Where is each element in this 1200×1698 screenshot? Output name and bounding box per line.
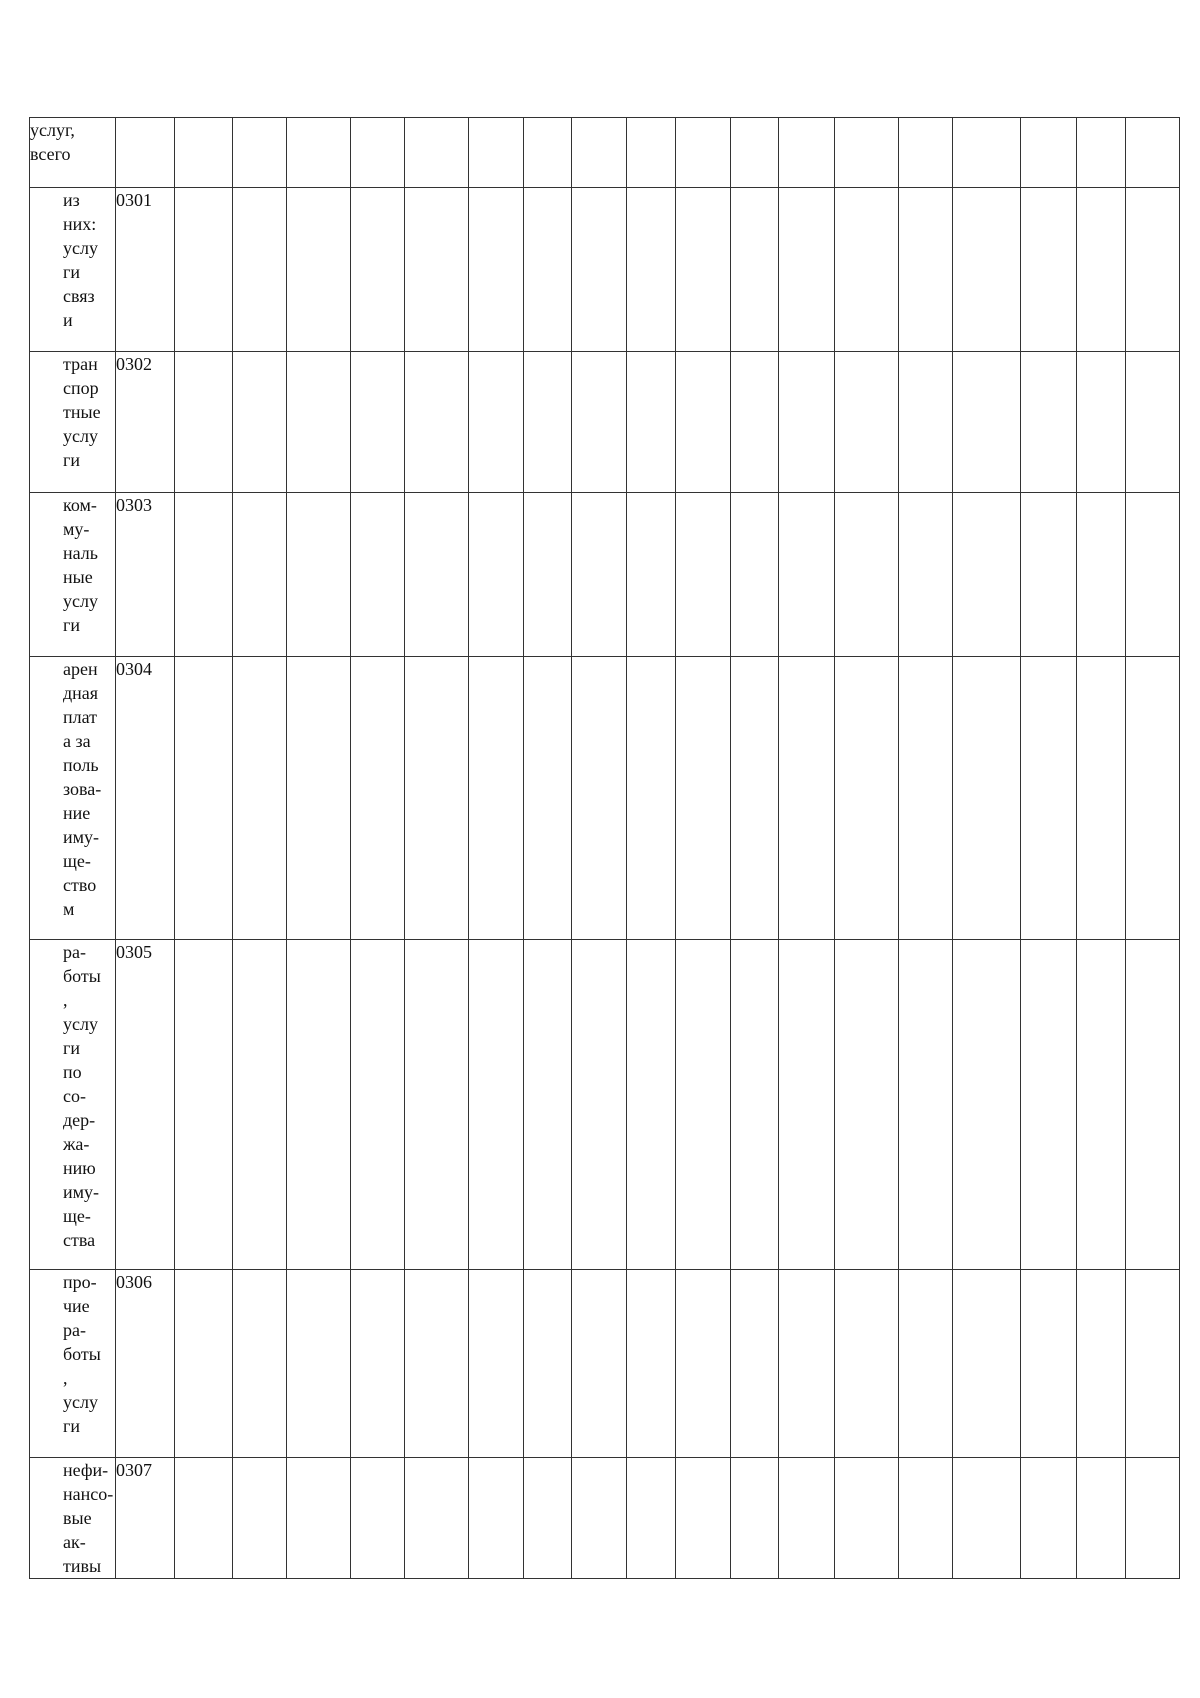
value-cell (1077, 940, 1126, 1270)
value-cell (287, 352, 351, 493)
value-cell (779, 1458, 835, 1579)
value-cell (469, 1270, 524, 1458)
value-cell (1126, 1270, 1180, 1458)
value-cell (627, 1270, 676, 1458)
value-cell (835, 657, 899, 940)
value-cell (676, 940, 731, 1270)
value-cell (953, 657, 1021, 940)
row-code: 0301 (116, 188, 175, 352)
value-cell (835, 118, 899, 188)
value-cell (287, 1458, 351, 1579)
value-cell (731, 352, 779, 493)
value-cell (351, 352, 405, 493)
value-cell (233, 940, 287, 1270)
value-cell (731, 118, 779, 188)
value-cell (469, 940, 524, 1270)
value-cell (953, 188, 1021, 352)
table-row (30, 940, 1180, 1270)
value-cell (779, 118, 835, 188)
value-cell (779, 188, 835, 352)
value-cell (1077, 118, 1126, 188)
value-cell (676, 188, 731, 352)
row-code: 0306 (116, 1270, 175, 1458)
value-cell (572, 1458, 627, 1579)
report-table (29, 117, 1180, 1579)
row-label: из них: услу ги связ и (30, 188, 116, 352)
value-cell (835, 940, 899, 1270)
value-cell (233, 188, 287, 352)
value-cell (405, 493, 469, 657)
value-cell (899, 493, 953, 657)
value-cell (953, 352, 1021, 493)
value-cell (351, 1458, 405, 1579)
value-cell (676, 1270, 731, 1458)
value-cell (1021, 493, 1077, 657)
value-cell (953, 493, 1021, 657)
value-cell (899, 188, 953, 352)
value-cell (899, 657, 953, 940)
value-cell (835, 493, 899, 657)
value-cell (572, 1270, 627, 1458)
value-cell (405, 940, 469, 1270)
value-cell (233, 352, 287, 493)
value-cell (405, 188, 469, 352)
table-row (30, 118, 1180, 188)
value-cell (572, 352, 627, 493)
value-cell (1021, 1458, 1077, 1579)
value-cell (405, 118, 469, 188)
table-row (30, 1458, 1180, 1579)
row-code (116, 118, 175, 188)
value-cell (731, 493, 779, 657)
value-cell (953, 1458, 1021, 1579)
value-cell (953, 940, 1021, 1270)
value-cell (287, 940, 351, 1270)
value-cell (572, 188, 627, 352)
value-cell (233, 1458, 287, 1579)
value-cell (233, 118, 287, 188)
value-cell (1077, 493, 1126, 657)
value-cell (676, 493, 731, 657)
value-cell (676, 352, 731, 493)
value-cell (469, 188, 524, 352)
value-cell (1077, 352, 1126, 493)
value-cell (1021, 657, 1077, 940)
value-cell (953, 1270, 1021, 1458)
value-cell (1077, 1458, 1126, 1579)
table-row (30, 1270, 1180, 1458)
row-label: нефи- нансо- вые ак- тивы (30, 1458, 116, 1579)
row-code: 0303 (116, 493, 175, 657)
value-cell (835, 188, 899, 352)
value-cell (233, 1270, 287, 1458)
value-cell (953, 118, 1021, 188)
value-cell (524, 657, 572, 940)
value-cell (175, 118, 233, 188)
value-cell (731, 188, 779, 352)
value-cell (1126, 493, 1180, 657)
value-cell (405, 1458, 469, 1579)
value-cell (899, 118, 953, 188)
value-cell (524, 940, 572, 1270)
value-cell (1126, 188, 1180, 352)
value-cell (627, 188, 676, 352)
value-cell (572, 657, 627, 940)
value-cell (287, 1270, 351, 1458)
value-cell (1126, 657, 1180, 940)
value-cell (469, 493, 524, 657)
value-cell (627, 352, 676, 493)
value-cell (175, 188, 233, 352)
value-cell (524, 188, 572, 352)
value-cell (469, 657, 524, 940)
value-cell (287, 118, 351, 188)
value-cell (835, 1458, 899, 1579)
value-cell (405, 657, 469, 940)
value-cell (899, 1458, 953, 1579)
value-cell (779, 940, 835, 1270)
row-code: 0305 (116, 940, 175, 1270)
value-cell (572, 940, 627, 1270)
row-code: 0304 (116, 657, 175, 940)
value-cell (175, 1458, 233, 1579)
row-code: 0307 (116, 1458, 175, 1579)
value-cell (731, 1458, 779, 1579)
value-cell (524, 352, 572, 493)
row-label: услуг, всего (30, 118, 116, 188)
value-cell (233, 493, 287, 657)
value-cell (351, 118, 405, 188)
table-row (30, 657, 1180, 940)
table-row (30, 352, 1180, 493)
value-cell (627, 657, 676, 940)
value-cell (572, 493, 627, 657)
value-cell (287, 657, 351, 940)
value-cell (835, 352, 899, 493)
value-cell (1021, 188, 1077, 352)
value-cell (1126, 118, 1180, 188)
row-label: ра- боты , услу ги по со- дер- жа- нию иму- ще- ства (30, 940, 116, 1270)
value-cell (287, 493, 351, 657)
value-cell (676, 657, 731, 940)
value-cell (731, 1270, 779, 1458)
table-row (30, 188, 1180, 352)
value-cell (627, 118, 676, 188)
value-cell (287, 188, 351, 352)
value-cell (351, 188, 405, 352)
value-cell (627, 1458, 676, 1579)
value-cell (175, 657, 233, 940)
value-cell (175, 493, 233, 657)
value-cell (524, 1270, 572, 1458)
value-cell (524, 118, 572, 188)
value-cell (469, 1458, 524, 1579)
value-cell (835, 1270, 899, 1458)
value-cell (1126, 352, 1180, 493)
value-cell (779, 352, 835, 493)
value-cell (233, 657, 287, 940)
value-cell (731, 940, 779, 1270)
value-cell (899, 352, 953, 493)
value-cell (351, 493, 405, 657)
table-row (30, 493, 1180, 657)
row-label: арен дная плат а за поль зова- ние иму- ще- ство м (30, 657, 116, 940)
value-cell (469, 118, 524, 188)
value-cell (1077, 1270, 1126, 1458)
row-code: 0302 (116, 352, 175, 493)
row-label: ком- му- наль ные услу ги (30, 493, 116, 657)
value-cell (524, 1458, 572, 1579)
value-cell (676, 118, 731, 188)
value-cell (469, 352, 524, 493)
value-cell (405, 352, 469, 493)
value-cell (1126, 940, 1180, 1270)
value-cell (1021, 1270, 1077, 1458)
value-cell (779, 657, 835, 940)
value-cell (1021, 118, 1077, 188)
value-cell (175, 352, 233, 493)
row-label: про- чие ра- боты , услу ги (30, 1270, 116, 1458)
value-cell (731, 657, 779, 940)
value-cell (627, 493, 676, 657)
value-cell (175, 1270, 233, 1458)
value-cell (175, 940, 233, 1270)
value-cell (1077, 657, 1126, 940)
value-cell (627, 940, 676, 1270)
value-cell (405, 1270, 469, 1458)
value-cell (779, 1270, 835, 1458)
value-cell (1077, 188, 1126, 352)
value-cell (351, 940, 405, 1270)
value-cell (899, 1270, 953, 1458)
value-cell (676, 1458, 731, 1579)
row-label: тран спор тные услу ги (30, 352, 116, 493)
value-cell (524, 493, 572, 657)
value-cell (1126, 1458, 1180, 1579)
value-cell (1021, 940, 1077, 1270)
value-cell (351, 657, 405, 940)
value-cell (1021, 352, 1077, 493)
value-cell (572, 118, 627, 188)
value-cell (899, 940, 953, 1270)
value-cell (351, 1270, 405, 1458)
value-cell (779, 493, 835, 657)
